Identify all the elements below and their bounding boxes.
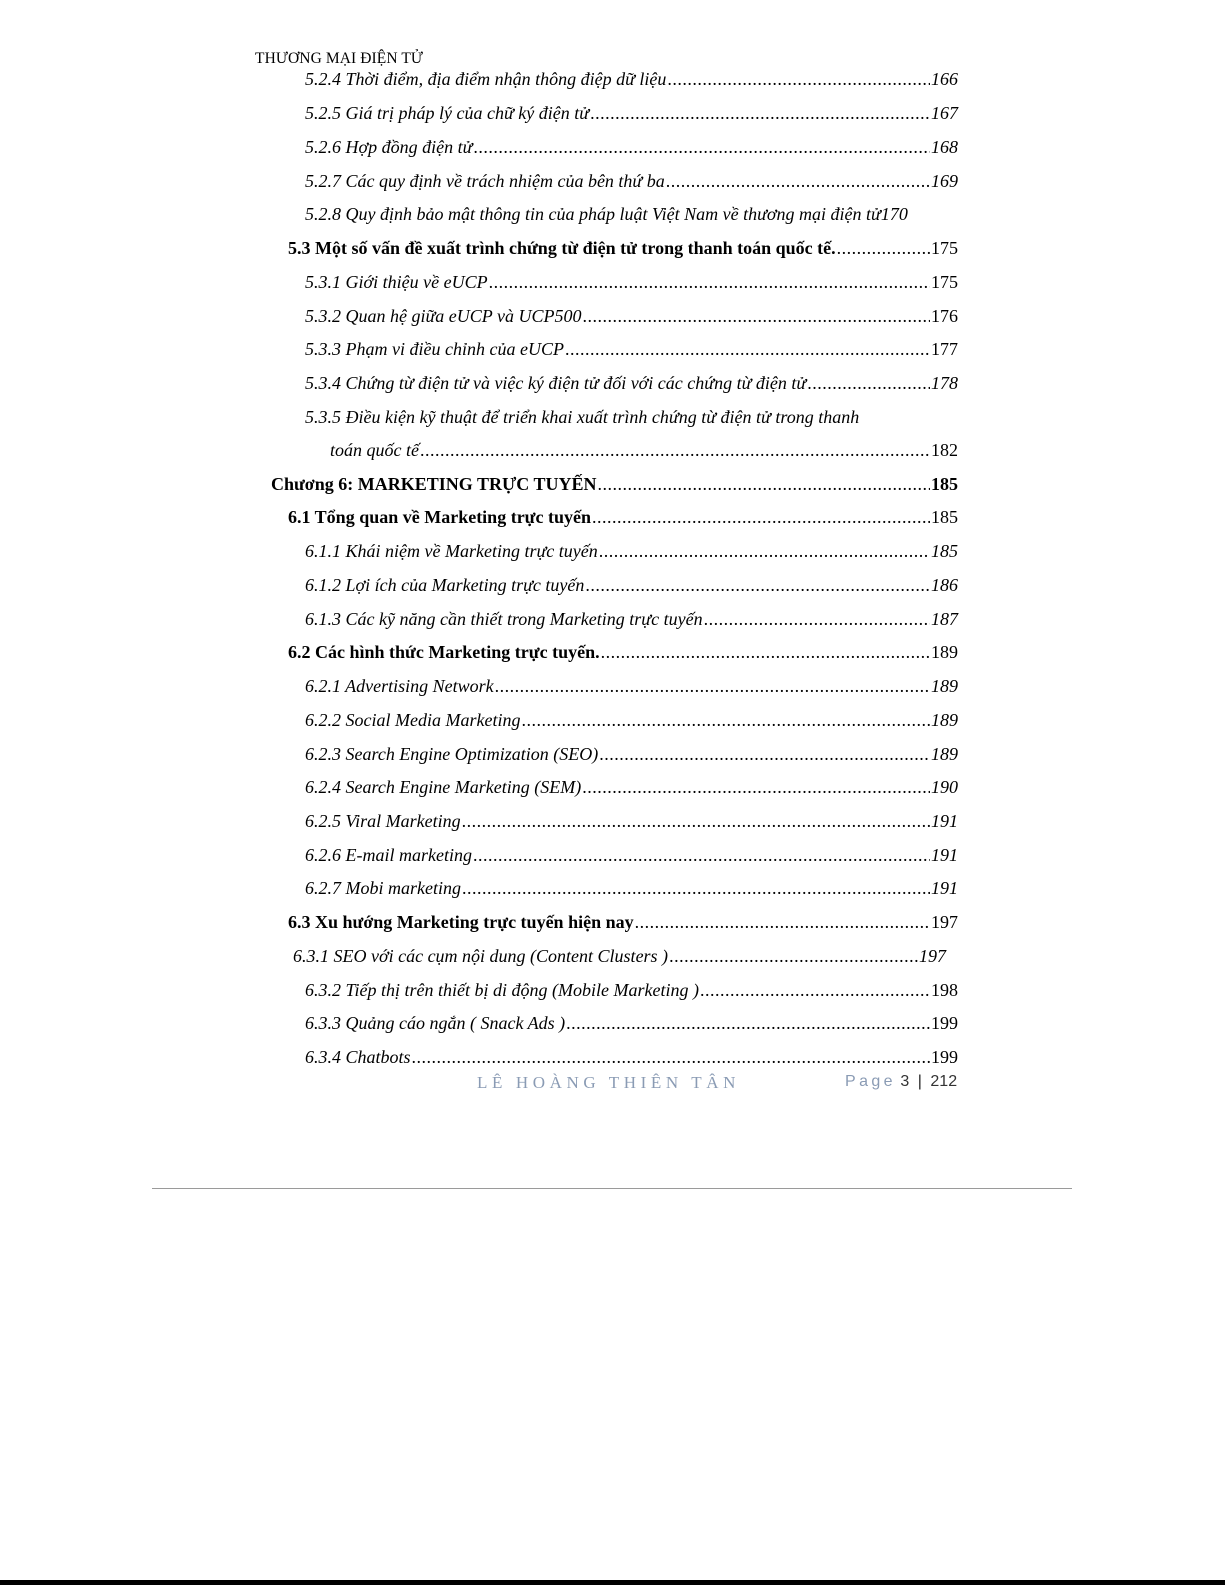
toc-entry[interactable] bbox=[305, 705, 958, 731]
toc-dot-leader bbox=[635, 911, 930, 933]
toc-page-number: 185 bbox=[931, 474, 958, 494]
toc-entry[interactable] bbox=[305, 301, 958, 327]
toc-entry[interactable] bbox=[271, 469, 958, 495]
toc-dot-leader bbox=[667, 68, 930, 90]
toc-page-number: 175 bbox=[931, 272, 958, 292]
toc-page-number: 189 bbox=[931, 676, 958, 696]
toc-entry-title: 6.3 Xu hướng Marketing trực tuyến hiện nay bbox=[288, 912, 634, 932]
toc-page-number: 191 bbox=[931, 845, 958, 865]
toc-dot-leader bbox=[807, 372, 930, 394]
footer-current-page: 3 bbox=[900, 1073, 910, 1090]
toc-entry[interactable] bbox=[305, 570, 958, 596]
toc-page-number: 186 bbox=[931, 575, 958, 595]
toc-entry-title: 5.3.4 Chứng từ điện tử và việc ký điện tử đối với các chứng từ điện tử bbox=[305, 373, 807, 393]
toc-entry-title: 6.2 Các hình thức Marketing trực tuyến. bbox=[288, 642, 600, 662]
toc-entry[interactable] bbox=[305, 772, 958, 798]
footer-page-number bbox=[845, 1073, 957, 1091]
toc-page-number: 190 bbox=[931, 777, 958, 797]
toc-page-number: 175 bbox=[931, 238, 958, 258]
toc-page-number: 182 bbox=[931, 440, 958, 460]
toc-entry-title: 6.2.3 Search Engine Optimization (SEO) bbox=[305, 744, 599, 764]
toc-entry[interactable] bbox=[305, 98, 958, 124]
toc-entry-title: 6.1.1 Khái niệm về Marketing trực tuyến bbox=[305, 541, 598, 561]
page-divider bbox=[152, 1188, 1072, 1189]
toc-dot-leader bbox=[489, 271, 930, 293]
toc-page-number: 169 bbox=[931, 171, 958, 191]
toc-dot-leader bbox=[495, 675, 930, 697]
running-header-title: THƯƠNG MẠI ĐIỆN TỬ bbox=[255, 50, 424, 67]
toc-entry-title: 6.2.7 Mobi marketing bbox=[305, 878, 461, 898]
toc-entry-title: 6.3.1 SEO với các cụm nội dung (Content Clusters ) bbox=[293, 946, 669, 966]
toc-entry[interactable] bbox=[305, 975, 958, 1001]
toc-entry[interactable] bbox=[305, 840, 958, 866]
toc-entry[interactable] bbox=[305, 199, 970, 225]
toc-entry-title: 5.2.4 Thời điểm, địa điểm nhận thông điệp dữ liệu bbox=[305, 69, 667, 89]
toc-dot-leader bbox=[462, 877, 930, 899]
toc-entry-title: 6.1.2 Lợi ích của Marketing trực tuyến bbox=[305, 575, 585, 595]
toc-dot-leader bbox=[590, 102, 930, 124]
toc-entry-title: toán quốc tế bbox=[330, 440, 419, 460]
toc-dot-leader bbox=[837, 237, 930, 259]
toc-dot-leader bbox=[473, 136, 930, 158]
toc-entry-title: 6.3.3 Quảng cáo ngắn ( Snack Ads ) bbox=[305, 1013, 566, 1033]
toc-dot-leader bbox=[473, 844, 930, 866]
toc-entry[interactable] bbox=[305, 64, 958, 90]
toc-entry[interactable] bbox=[305, 1008, 958, 1034]
toc-page-number: 176 bbox=[931, 306, 958, 326]
toc-page-number: 199 bbox=[931, 1013, 958, 1033]
page-footer bbox=[0, 1073, 1225, 1097]
toc-page-number: 178 bbox=[931, 373, 958, 393]
toc-page-number: 167 bbox=[931, 103, 958, 123]
toc-entry[interactable] bbox=[305, 267, 958, 293]
toc-page-number: 198 bbox=[931, 980, 958, 1000]
toc-dot-leader bbox=[521, 709, 930, 731]
toc-entry-title: 6.2.6 E-mail marketing bbox=[305, 845, 472, 865]
toc-page-number: 168 bbox=[931, 137, 958, 157]
toc-page-number: 189 bbox=[931, 710, 958, 730]
toc-dot-leader bbox=[582, 305, 930, 327]
toc-page-number: 189 bbox=[931, 744, 958, 764]
toc-entry-title: 5.3 Một số vấn đề xuất trình chứng từ điện tử trong thanh toán quốc tế. bbox=[288, 238, 836, 258]
toc-entry[interactable] bbox=[305, 334, 958, 360]
toc-entry-title: 5.3.2 Quan hệ giữa eUCP và UCP500 bbox=[305, 306, 582, 326]
toc-entry-title: 5.2.8 Quy định bảo mật thông tin của pháp luật Việt Nam về thương mại điện tử170 bbox=[305, 204, 908, 224]
toc-page-number: 189 bbox=[931, 642, 958, 662]
toc-dot-leader bbox=[412, 1046, 930, 1068]
footer-page-word: Page bbox=[845, 1073, 896, 1090]
toc-page-number: 191 bbox=[931, 811, 958, 831]
toc-entry-title: 5.2.5 Giá trị pháp lý của chữ ký điện tử bbox=[305, 103, 590, 123]
toc-dot-leader bbox=[585, 574, 930, 596]
toc-page-number: 185 bbox=[931, 541, 958, 561]
footer-author: LÊ HOÀNG THIÊN TÂN bbox=[477, 1073, 741, 1092]
bottom-edge-bar bbox=[0, 1580, 1225, 1585]
toc-dot-leader bbox=[592, 506, 930, 528]
toc-entry-title: 6.1 Tổng quan về Marketing trực tuyến bbox=[288, 507, 591, 527]
toc-dot-leader bbox=[597, 473, 930, 495]
toc-page-number: 191 bbox=[931, 878, 958, 898]
toc-entry-title: 6.3.4 Chatbots bbox=[305, 1047, 411, 1067]
toc-entry[interactable] bbox=[305, 536, 958, 562]
footer-separator: | bbox=[917, 1073, 922, 1090]
footer-total-pages: 212 bbox=[930, 1073, 958, 1090]
toc-entry[interactable] bbox=[288, 637, 958, 663]
toc-dot-leader bbox=[565, 338, 930, 360]
toc-entry-title: 5.3.3 Phạm vi điều chỉnh của eUCP bbox=[305, 339, 564, 359]
toc-dot-leader bbox=[601, 641, 930, 663]
toc-entry[interactable] bbox=[305, 604, 958, 630]
toc-entry-title: 6.3.2 Tiếp thị trên thiết bị di động (Mobile Marketing ) bbox=[305, 980, 699, 1000]
toc-entry-title: 6.2.1 Advertising Network bbox=[305, 676, 494, 696]
toc-page-number: 185 bbox=[931, 507, 958, 527]
toc-dot-leader bbox=[599, 540, 930, 562]
toc-entry[interactable] bbox=[330, 435, 958, 461]
toc-entry[interactable] bbox=[305, 166, 958, 192]
toc-entry-title: 5.3.5 Điều kiện kỹ thuật để triển khai xuất trình chứng từ điện tử trong thanh bbox=[305, 407, 860, 427]
toc-entry-title: 6.2.4 Search Engine Marketing (SEM) bbox=[305, 777, 582, 797]
toc-entry[interactable] bbox=[288, 233, 958, 259]
toc-entry-title: 5.2.7 Các quy định về trách nhiệm của bên thứ ba bbox=[305, 171, 665, 191]
toc-entry[interactable] bbox=[288, 907, 958, 933]
toc-entry[interactable] bbox=[288, 502, 958, 528]
toc-dot-leader bbox=[420, 439, 930, 461]
toc-entry[interactable] bbox=[305, 873, 958, 899]
toc-dot-leader bbox=[704, 608, 930, 630]
toc-entry-title: 5.2.6 Hợp đồng điện tử bbox=[305, 137, 473, 157]
toc-entry[interactable] bbox=[305, 402, 958, 428]
toc-dot-leader bbox=[462, 810, 930, 832]
toc-entry[interactable] bbox=[305, 1042, 958, 1068]
toc-entry[interactable] bbox=[305, 368, 958, 394]
toc-entry-title: 6.2.5 Viral Marketing bbox=[305, 811, 461, 831]
toc-page-number: 187 bbox=[931, 609, 958, 629]
toc-page-number: 197 bbox=[931, 912, 958, 932]
toc-dot-leader bbox=[666, 170, 930, 192]
toc-page-number: 166 bbox=[931, 69, 958, 89]
toc-entry-title: Chương 6: MARKETING TRỰC TUYẾN bbox=[271, 474, 597, 494]
toc-entry-title: 5.3.1 Giới thiệu về eUCP bbox=[305, 272, 488, 292]
toc-entry-title: 6.2.2 Social Media Marketing bbox=[305, 710, 521, 730]
toc-entry[interactable] bbox=[293, 941, 946, 967]
toc-entry[interactable] bbox=[305, 739, 958, 765]
toc-dot-leader bbox=[582, 776, 930, 798]
toc-entry[interactable] bbox=[305, 671, 958, 697]
toc-page-number: 199 bbox=[931, 1047, 958, 1067]
toc-page-number: 177 bbox=[931, 339, 958, 359]
toc-entry-title: 6.1.3 Các kỹ năng cần thiết trong Marketing trực tuyến bbox=[305, 609, 703, 629]
toc-dot-leader bbox=[700, 979, 930, 1001]
toc-entry[interactable] bbox=[305, 806, 958, 832]
toc-dot-leader bbox=[599, 743, 930, 765]
toc-dot-leader bbox=[566, 1012, 930, 1034]
toc-dot-leader bbox=[669, 945, 918, 967]
toc-entry[interactable] bbox=[305, 132, 958, 158]
toc-page-number: 197 bbox=[919, 946, 946, 966]
